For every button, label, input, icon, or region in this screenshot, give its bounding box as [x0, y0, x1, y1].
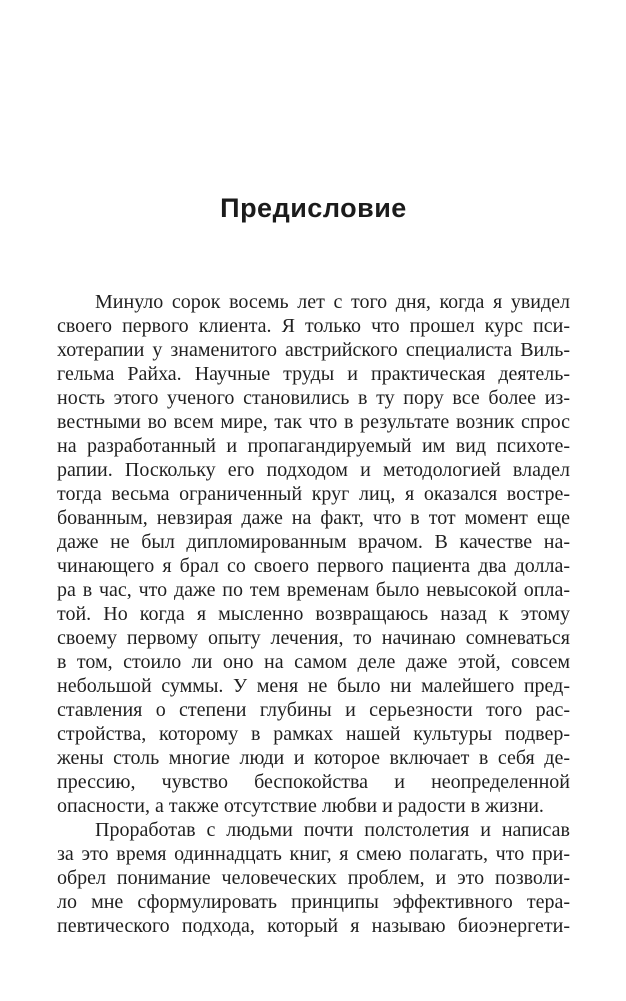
- text-line: стройства, которому в рамках нашей культуры подвер-: [57, 723, 570, 745]
- chapter-heading: Предисловие: [220, 193, 407, 223]
- text-line: чинающего я брал со своего первого пациента два долла-: [57, 555, 570, 577]
- text-line: прессию, чувство беспокойства и неопределенной: [57, 771, 570, 793]
- text-line: в том, стоило ли оно на самом деле даже этой, совсем: [57, 651, 570, 673]
- text-line: даже не был дипломированным врачом. В качестве на-: [57, 531, 570, 553]
- text-line: Минуло сорок восемь лет с того дня, когда я увидел: [95, 291, 570, 313]
- text-line: рапии. Поскольку его подходом и методологией владел: [57, 459, 570, 481]
- text-line: бованным, невзирая даже на факт, что в тот момент еще: [57, 507, 570, 529]
- text-line: ра в час, что даже по тем временам было невысокой опла-: [57, 579, 570, 601]
- text-line: своего первого клиента. Я только что прошел курс пси-: [57, 315, 570, 337]
- text-line: тогда весьма ограниченный круг лиц, я оказался востре-: [57, 483, 570, 505]
- text-line: гельма Райха. Научные труды и практическая деятель-: [57, 363, 570, 385]
- text-line: небольшой суммы. У меня не было ни малейшего пред-: [57, 675, 570, 697]
- text-line: на разработанный и пропагандируемый им вид психоте-: [57, 435, 570, 457]
- text-line: хотерапии у знаменитого австрийского специалиста Виль-: [57, 339, 570, 361]
- text-line: той. Но когда я мысленно возвращаюсь назад к этому: [57, 603, 570, 625]
- page-body: [57, 290, 570, 938]
- text-line: опасности, а также отсутствие любви и радости в жизни.: [57, 795, 544, 817]
- text-line: ло мне сформулировать принципы эффективного тера-: [57, 891, 570, 913]
- paragraph: [57, 818, 570, 938]
- paragraph: [57, 290, 570, 818]
- text-line: певтического подхода, который я называю биоэнергети-: [57, 915, 570, 937]
- text-line: ставления о степени глубины и серьезности того рас-: [57, 699, 570, 721]
- text-line: обрел понимание человеческих проблем, и это позволи-: [57, 867, 570, 889]
- text-line: Проработав с людьми почти полстолетия и написав: [95, 819, 570, 841]
- text-line: своему первому опыту лечения, то начинаю сомневаться: [57, 627, 570, 649]
- text-line: ность этого ученого становились в ту пору все более из-: [57, 387, 570, 409]
- text-line: за это время одиннадцать книг, я смею полагать, что при-: [57, 843, 570, 865]
- text-line: вестными во всем мире, так что в результате возник спрос: [57, 411, 570, 433]
- text-line: жены столь многие люди и которое включает в себя де-: [57, 747, 570, 769]
